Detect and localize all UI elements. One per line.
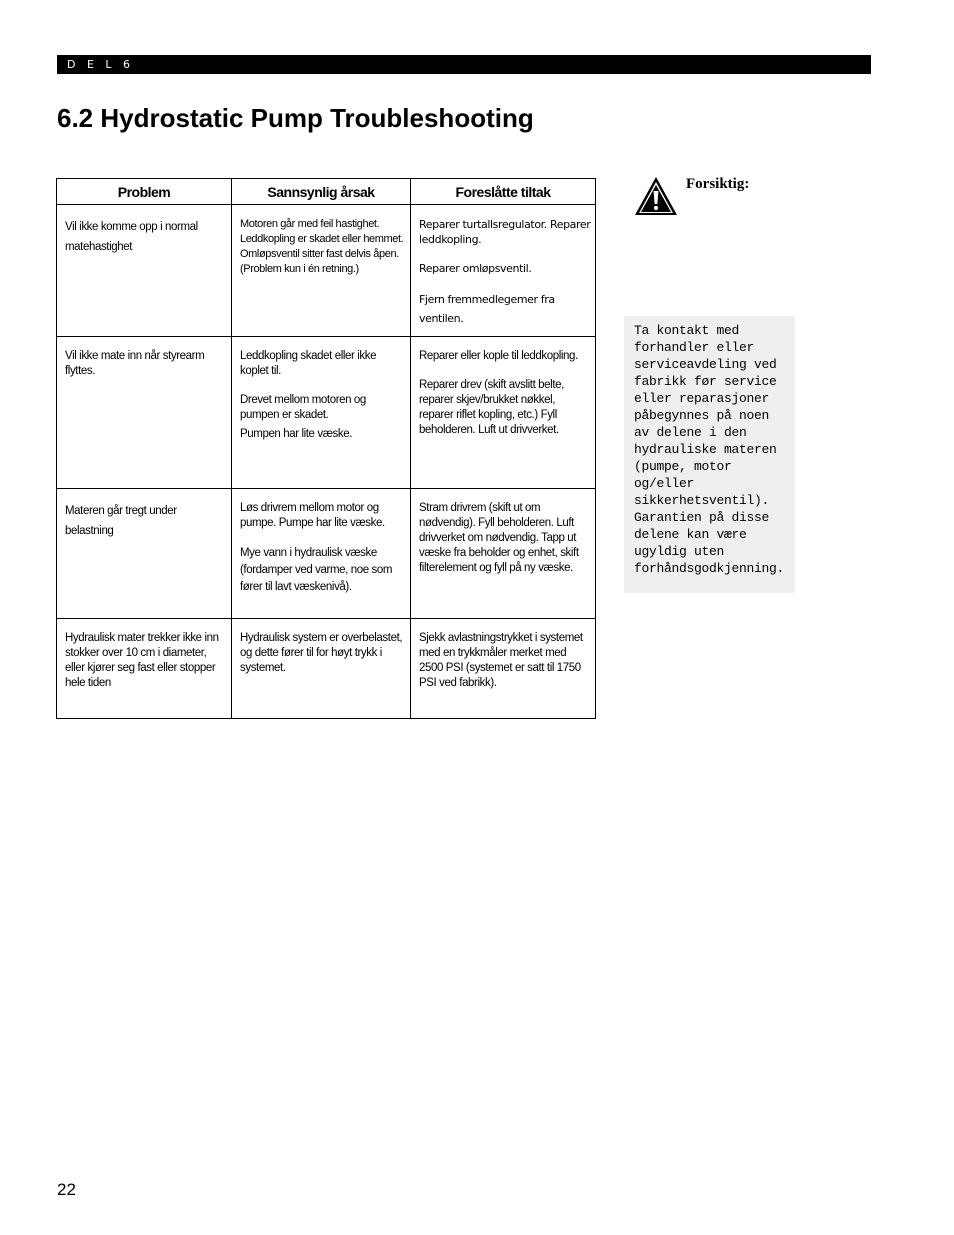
caution-note-text: Ta kontakt med forhandler eller serviceavdeling ved fabrikk før service eller reparasjoner påbegynnes på noen av delene i den hydrauliske materen (pumpe, motor og/eller sikkerhetsventil). Garantien på disse delene kan være ugyldig uten forhåndsgodkjenning. [634, 323, 785, 576]
section-header-bar [57, 55, 871, 74]
cause-text: Pumpen har lite væske. [240, 428, 353, 440]
cause-text: Leddkopling er skadet eller hemmet. [240, 233, 404, 245]
action-cell [411, 337, 596, 489]
problem-cell [57, 489, 232, 619]
cause-text: Drevet mellom motoren og pumpen er skadet. [240, 394, 366, 421]
cause-text: Leddkopling skadet eller ikke koplet til. [240, 350, 377, 377]
cause-text: Løs drivrem mellom motor og pumpe. Pumpe har lite væske. [240, 502, 385, 529]
action-cell [411, 205, 596, 337]
troubleshooting-table [56, 178, 596, 719]
cause-cell [232, 205, 411, 337]
section-label: D E L 6 [67, 58, 135, 71]
action-text: Stram drivrem (skift ut om nødvendig). Fyll beholderen. Luft drivverket om nødvendig. Tapp ut væske fra beholder og enhet, skift filterelement og fyll på ny væske. [419, 502, 579, 574]
problem-text: Vil ikke komme opp i normal matehastighet [65, 221, 198, 253]
column-header-action: Foreslåtte tiltak [411, 179, 596, 205]
caution-label: Forsiktig: [686, 176, 750, 192]
table-header-row [57, 179, 596, 205]
cause-text: Motoren går med feil hastighet. [240, 218, 380, 230]
action-text: Reparer eller kople til leddkopling. [419, 350, 578, 362]
page-number: 22 [57, 1180, 76, 1199]
table-row [57, 489, 596, 619]
problem-cell [57, 205, 232, 337]
action-cell [411, 489, 596, 619]
action-text: Reparer turtallsregulator. Reparer leddkopling. [419, 218, 591, 246]
column-header-problem: Problem [57, 179, 232, 205]
cause-cell [232, 489, 411, 619]
cause-text: Hydraulisk system er overbelastet, og dette fører til for høyt trykk i systemet. [240, 632, 403, 674]
warning-triangle-icon [634, 176, 678, 216]
table-row [57, 337, 596, 489]
page-title: 6.2 Hydrostatic Pump Troubleshooting [57, 103, 534, 133]
table-row [57, 205, 596, 337]
action-text: Fjern fremmedlegemer fra ventilen. [419, 293, 555, 325]
table-row [57, 619, 596, 719]
cause-text: Mye vann i hydraulisk væske (fordamper ved varme, noe som fører til lavt væskenivå). [240, 547, 393, 593]
cause-cell [232, 337, 411, 489]
column-header-cause: Sannsynlig årsak [232, 179, 411, 205]
caution-note-box [624, 316, 795, 593]
problem-text: Materen går tregt under belastning [65, 505, 177, 537]
problem-text: Vil ikke mate inn når styrearm flyttes. [65, 350, 205, 377]
action-text: Reparer drev (skift avslitt belte, reparer skjev/brukket nøkkel, reparer riflet kopling, etc.) Fyll beholderen. Luft ut drivverket. [419, 379, 564, 436]
problem-cell [57, 619, 232, 719]
action-text: Reparer omløpsventil. [419, 262, 532, 275]
cause-text: Omløpsventil sitter fast delvis åpen. (Problem kun i én retning.) [240, 248, 399, 275]
action-cell [411, 619, 596, 719]
problem-cell [57, 337, 232, 489]
problem-text: Hydraulisk mater trekker ikke inn stokker over 10 cm i diameter, eller kjører seg fast eller stopper hele tiden [65, 632, 219, 689]
cause-cell [232, 619, 411, 719]
action-text: Sjekk avlastningstrykket i systemet med en trykkmåler merket med 2500 PSI (systemet er satt til 1750 PSI ved fabrikk). [419, 632, 583, 689]
